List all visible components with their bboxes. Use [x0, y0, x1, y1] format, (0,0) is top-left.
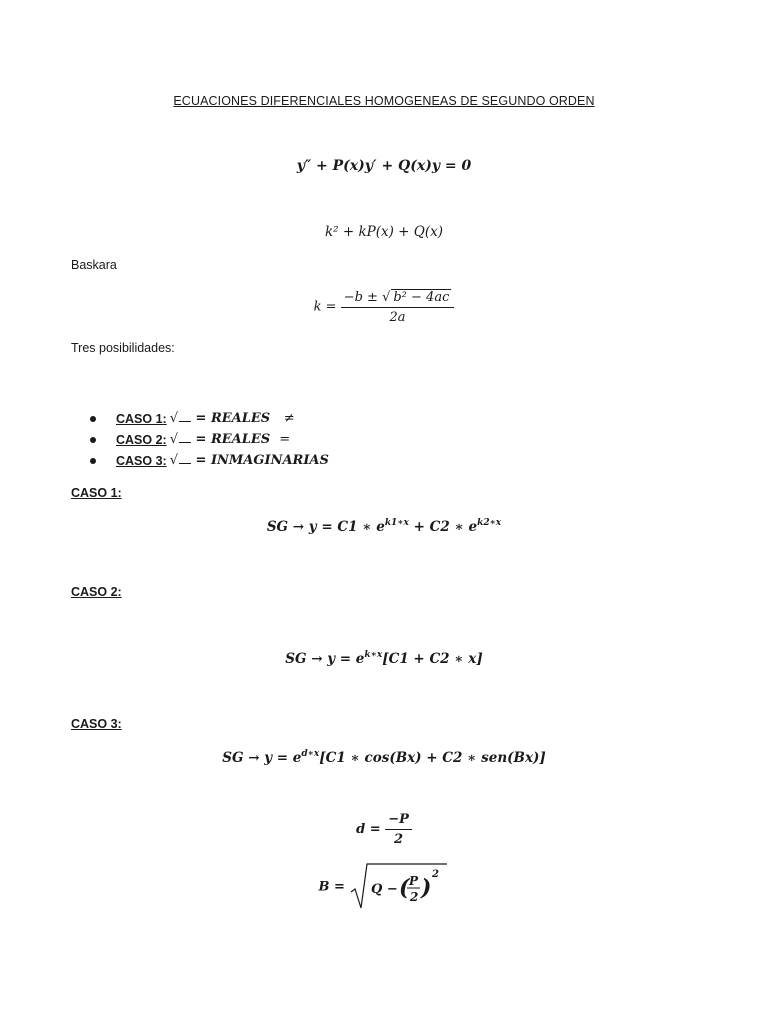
b-equation: [0, 862, 768, 912]
radicand-p: P: [409, 874, 419, 888]
sg2-equation-text: SG → $y = e^{k∗x}[C1 + C2$ ∗ x]: [285, 650, 483, 667]
sqrt-symbol: √: [382, 290, 391, 305]
case-expression: √ = INMAGINARIAS: [169, 453, 329, 468]
quadratic-lhs: k =: [313, 299, 337, 315]
case-expression: √ = REALES ≠: [169, 411, 295, 426]
right-paren: ): [421, 875, 432, 901]
d-fraction: [385, 812, 412, 847]
d-numerator: −P: [385, 812, 412, 830]
bullet-icon: [90, 458, 96, 464]
case-sign: =: [279, 432, 291, 447]
case-label: CASO 3:: [116, 453, 167, 468]
caso3-heading: CASO 3:: [71, 717, 122, 731]
b-lhs: B =: [318, 879, 345, 895]
bullet-icon: [90, 416, 96, 422]
main-equation: [0, 158, 768, 174]
case-value: REALES: [210, 432, 271, 447]
quadratic-radicand: b² − 4ac: [393, 290, 450, 305]
quadratic-fraction: [341, 289, 455, 325]
radicand-2: 2: [410, 890, 419, 904]
b-radical: [349, 862, 449, 912]
case-value: REALES: [210, 411, 271, 426]
characteristic-equation-text: k² + kP(x) + Q(x): [324, 224, 443, 240]
quadratic-denominator: 2a: [389, 310, 406, 325]
characteristic-equation: [0, 224, 768, 240]
sqrt-symbol: √: [169, 432, 178, 447]
case-label: CASO 1:: [116, 411, 167, 426]
main-equation-text: y″ + P(x)y′ + Q(x)y = 0: [296, 158, 472, 174]
sg2-equation: [0, 650, 768, 667]
caso1-heading: CASO 1:: [71, 486, 122, 500]
baskara-label: Baskara: [71, 258, 117, 272]
case-expression: √ = REALES =: [169, 432, 291, 447]
sg1-equation-text: SG → y = C1 ∗ $e^{k1∗x} + C2$ ∗ $e^{k2∗x}$: [266, 518, 502, 535]
radicand-q: Q −: [371, 882, 399, 897]
d-denominator: 2: [394, 832, 404, 847]
exponent-2: 2: [432, 869, 440, 880]
list-item: [90, 429, 329, 450]
bullet-icon: [90, 437, 96, 443]
sg3-equation-text: SG → $y = e^{d∗x}[C1$ ∗ cos(Bx) + C2 ∗ sen(Bx)]: [222, 749, 546, 766]
list-item: [90, 450, 329, 471]
quadratic-numerator: [341, 289, 455, 308]
sqrt-symbol: √: [169, 453, 178, 468]
case-label: CASO 2:: [116, 432, 167, 447]
left-paren: (: [399, 875, 410, 901]
list-item: [90, 408, 329, 429]
sqrt-symbol: √: [169, 411, 178, 426]
tres-posibilidades-label: Tres posibilidades:: [71, 341, 175, 355]
case-sign: ≠: [283, 411, 295, 426]
sg1-equation: [0, 518, 768, 535]
caso2-heading: CASO 2:: [71, 585, 122, 599]
quadratic-numerator-a: −b ±: [343, 290, 383, 305]
quadratic-formula: [0, 289, 768, 325]
d-lhs: d =: [356, 822, 381, 837]
cases-list: [90, 408, 329, 471]
sg3-equation: [0, 749, 768, 766]
case-value: INMAGINARIAS: [210, 453, 329, 468]
d-equation: [0, 812, 768, 847]
document-title: ECUACIONES DIFERENCIALES HOMOGENEAS DE SEGUNDO ORDEN: [173, 94, 595, 108]
